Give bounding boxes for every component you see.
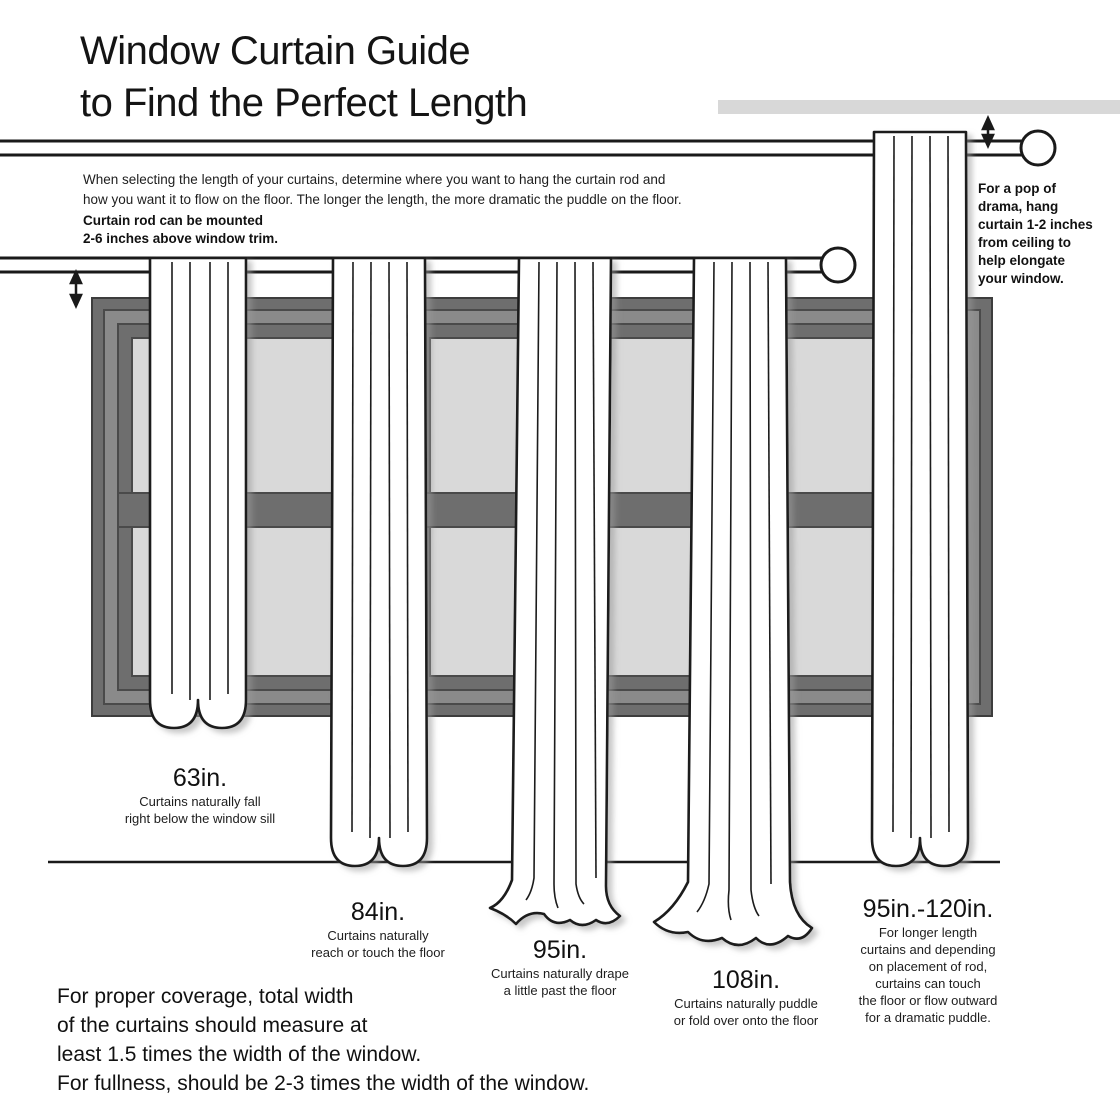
label-95in-desc-line-2: a little past the floor	[503, 983, 617, 998]
label-84in-desc-line-1: Curtains naturally	[327, 928, 429, 943]
rod-height-arrow-left	[71, 272, 81, 306]
label-108in-length: 108in.	[711, 966, 781, 994]
rod-mount-note	[83, 212, 403, 248]
label-95-120in-desc	[838, 924, 1018, 1026]
page-title	[80, 25, 720, 129]
label-95-120in-desc-line-1: For longer length	[878, 925, 978, 940]
ceiling-drama-note-line-1: For a pop of	[978, 181, 1056, 196]
footer-line-1: For proper coverage, total width	[57, 985, 354, 1008]
curtain-63in	[150, 258, 246, 728]
label-95-120in-desc-line-2: curtains and depending	[860, 942, 996, 957]
label-63in-desc-line-2: right below the window sill	[124, 811, 276, 826]
label-95-120in	[838, 895, 1018, 1026]
title-line-1: Window Curtain Guide	[80, 29, 471, 73]
label-95in-length: 95in.	[532, 936, 588, 964]
footer-line-2: of the curtains should measure at	[57, 1014, 368, 1037]
footer-line-4: For fullness, should be 2-3 times the width of the window.	[57, 1072, 590, 1095]
curtain-84in	[331, 258, 427, 866]
label-108in-desc-line-1: Curtains naturally puddle	[674, 996, 818, 1011]
curtain-rod-finial	[821, 248, 855, 282]
label-95-120in-desc-line-6: for a dramatic puddle.	[865, 1010, 991, 1025]
label-108in-desc-line-2: or fold over onto the floor	[673, 1013, 819, 1028]
ceiling-band	[718, 100, 1120, 114]
intro-line-2: how you want it to flow on the floor. The longer the length, the more dramatic the puddle on the floor.	[83, 192, 682, 207]
ceiling-drama-note-line-2: drama, hang	[978, 199, 1059, 214]
rod-mount-note-line-1: Curtain rod can be mounted	[83, 213, 264, 228]
label-95-120in-desc-line-3: on placement of rod,	[868, 959, 988, 974]
curtain-95-120in	[872, 132, 968, 866]
footer-note	[57, 982, 737, 1098]
footer-line-3: least 1.5 times the width of the window.	[57, 1043, 422, 1066]
label-95-120in-desc-line-4: curtains can touch	[875, 976, 981, 991]
label-95-120in-desc-line-5: the floor or flow outward	[858, 993, 998, 1008]
title-line-2: to Find the Perfect Length	[80, 81, 528, 125]
ceiling-drama-note-line-5: help elongate	[978, 253, 1066, 268]
ceiling-rod-finial	[1021, 131, 1055, 165]
label-95-120in-length: 95in.-120in.	[862, 895, 994, 923]
rod-mount-note-line-2: 2-6 inches above window trim.	[83, 231, 279, 246]
intro-line-1: When selecting the length of your curtains, determine where you want to hang the curtain rod and	[83, 172, 666, 187]
ceiling-drama-note-line-3: curtain 1-2 inches	[978, 217, 1093, 232]
ceiling-drama-note-line-4: from ceiling to	[978, 235, 1072, 250]
label-63in-length: 63in.	[172, 764, 228, 792]
intro-paragraph	[83, 170, 783, 210]
label-84in-desc-line-2: reach or touch the floor	[311, 945, 445, 960]
ceiling-drama-note-line-6: your window.	[978, 271, 1064, 286]
label-95in-desc-line-1: Curtains naturally drape	[490, 966, 630, 981]
label-84in-length: 84in.	[350, 898, 406, 926]
label-63in-desc-line-1: Curtains naturally fall	[139, 794, 261, 809]
label-63in	[86, 764, 314, 827]
ceiling-drama-note	[978, 180, 1098, 288]
label-63in-desc	[86, 793, 314, 827]
